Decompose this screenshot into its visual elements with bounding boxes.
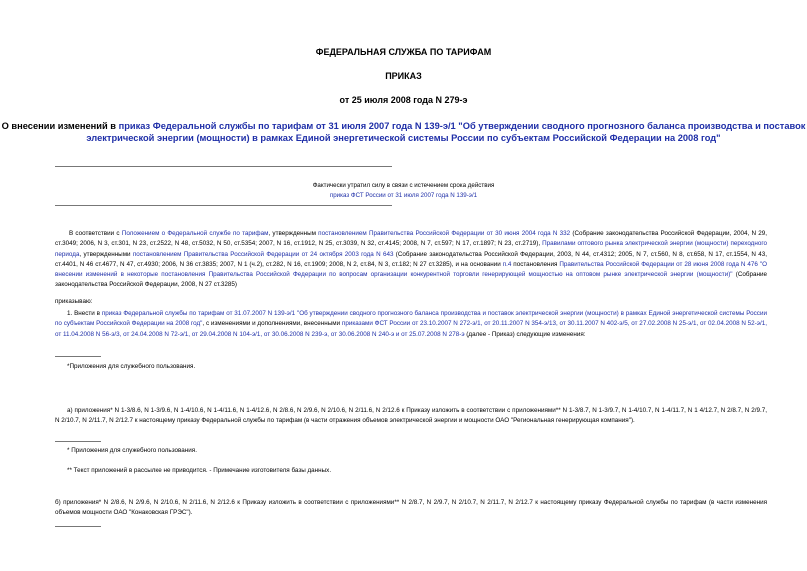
link-fst-regulation[interactable]: Положением о Федеральной службе по тарифам xyxy=(121,230,269,237)
footnote-divider xyxy=(55,526,101,527)
divider-bottom xyxy=(55,205,392,206)
item-a-paragraph: а) приложения* N 1-3/8.6, N 1-3/9.6, N 1-4/10.6, N 1-4/11.6, N 1-4/12.6, N 2/8.6, N 2/9.6, N 2/10.6, N 2/11.6, N 2/12.6 к Приказу изложить в соответствии с приложениями** N 1-3/8.7, N 1-3/9.7, N 1-4/10.7, N 1-4/11.7, N 1 4/12.7, N 2/8.7, N 2/9.7, N 2/10.7, N 2/11.7, N 2/12.7 к настоящему приказу Федеральной службы по тарифам (в части отражения объемов электрической энергии и мощности ОАО "Региональная генерирующая компания"). xyxy=(55,407,767,425)
document-title xyxy=(0,121,807,144)
item-1-text: (далее - Приказ) следующие изменения: xyxy=(464,330,586,338)
preamble-text: , утвержденным xyxy=(268,230,319,237)
footnote-service-use: *Приложения для служебного пользования. xyxy=(67,363,196,370)
preamble-text: , утвержденными xyxy=(79,250,133,258)
preamble-text: (Собрание законодательства Российской Федерации, 2004, N 29, ст.3049; 2006, N 3, ст.301, N 23, ст.2522, N 48, ст.5032, N 50, ст.5354; 2007, N 16, ст.1912, N 25, ст.3039, N 32, ст.4145; 2008, N 7, ст.597; N 17, ст.1897; N 23, ст.2719), xyxy=(55,230,767,248)
preamble-paragraph xyxy=(55,229,767,291)
preamble-text: постановления xyxy=(511,260,560,268)
footnote-divider xyxy=(55,441,101,442)
link-resolution-476[interactable]: Правительства Российской Федерации от 28 июня 2008 года N 476 "О внесении изменений в некоторые постановления Правительства Российской Федерации по вопросам организации конкурентной торговли генерирующей мощностью на оптовом рынке электрической энергии (мощности)" xyxy=(55,260,767,279)
link-amending-orders[interactable]: приказами ФСТ России от 23.10.2007 N 272-э/1, от 20.11.2007 N 354-э/13, от 30.11.2007 N 402-э/5, от 27.02.2008 N 25-э/1, от 02.04.2008 N 52-э/1, от 11.04.2008 N 56-э/3, от 24.04.2008 N 72-э/1, от 29.04.2008 N 104-э/1, от 30.06.2008 N 239-э, от 30.06.2008 N 240-э и от 25.07.2008 N 278-э xyxy=(55,320,767,338)
item-1-text: 1. Внести в xyxy=(67,310,102,317)
preamble-text: (Собрание законодательства Российской Федерации, 2008, N 27 ст.3285) xyxy=(55,271,767,289)
footnote-appendix-note: ** Текст приложений в рассылке не приводится. - Примечание изготовителя базы данных. xyxy=(67,467,332,474)
preamble-text: (Собрание законодательства Российской Федерации, 2003, N 44, ст.4312; 2005, N 7, ст.560, N 8, ст.658, N 17, ст.1554, N 43, ст.4401, N 46 ст.4677, N 47, ст.4930; 2006, N 36 ст.3835; 2007, N 1 (ч.2), ст.282, N 16, ст.1909; 2008, N 2, ст.84, N 3, ст.182; N 27 ст.3285), и на основании xyxy=(55,250,767,268)
title-prefix: О внесении изменений в xyxy=(1,121,119,131)
link-clause-4[interactable]: п.4 xyxy=(502,260,512,268)
expired-note xyxy=(0,181,807,201)
item-1-paragraph xyxy=(55,309,767,340)
divider-top xyxy=(55,166,392,167)
item-1-text: , с изменениями и дополнениями, внесенными xyxy=(202,320,342,328)
document-type-heading: ПРИКАЗ xyxy=(385,71,422,81)
preamble-text: В соответствии с xyxy=(69,230,122,237)
document-date-number: от 25 июля 2008 года N 279-э xyxy=(339,95,468,105)
expired-note-text: Фактически утратил силу в связи с истечением срока действия xyxy=(312,182,495,189)
item-b-paragraph: б) приложения* N 2/8.6, N 2/9.6, N 2/10.6, N 2/11.6, N 2/12.6 к Приказу изложить в соответствии с приложениями** N 2/8.7, N 2/9.7, N 2/10.7, N 2/11.7, N 2/12.7 к настоящему приказу Федеральной службы по тарифам (в части изменения объемов мощности ОАО "Конаковская ГРЭС"). xyxy=(55,499,767,517)
link-resolution-332[interactable]: постановлением Правительства Российской Федерации от 30 июня 2004 года N 332 xyxy=(318,230,571,237)
order-word: приказываю: xyxy=(55,298,93,305)
footnote-divider xyxy=(55,356,101,357)
footnote-service-use-2: * Приложения для служебного пользования. xyxy=(67,447,197,454)
title-link-order-139[interactable]: приказ Федеральной службы по тарифам от 31 июля 2007 года N 139-э/1 "Об утверждении сводного прогнозного баланса производства и поставок электрической энергии (мощности) в рамках Единой энергетической системы России по субъектам Российской Федерации на 2008 год" xyxy=(86,121,806,143)
expired-note-link[interactable]: приказ ФСТ России от 31 июля 2007 года N 139-э/1 xyxy=(329,192,478,199)
link-resolution-643[interactable]: постановлением Правительства Российской Федерации от 24 октября 2003 года N 643 xyxy=(132,250,394,258)
organization-heading: ФЕДЕРАЛЬНАЯ СЛУЖБА ПО ТАРИФАМ xyxy=(315,47,492,57)
link-order-139-item[interactable]: приказ Федеральной службы по тарифам от 31.07.2007 N 139-э/1 "Об утверждении сводного прогнозного баланса производства и поставок электрической энергии (мощности) в рамках Единой энергетической системы России по субъектам Российской Федерации на 2008 год" xyxy=(55,310,767,328)
link-wholesale-market-rules[interactable]: Правилами оптового рынка электрической энергии (мощности) переходного периода xyxy=(55,240,767,258)
